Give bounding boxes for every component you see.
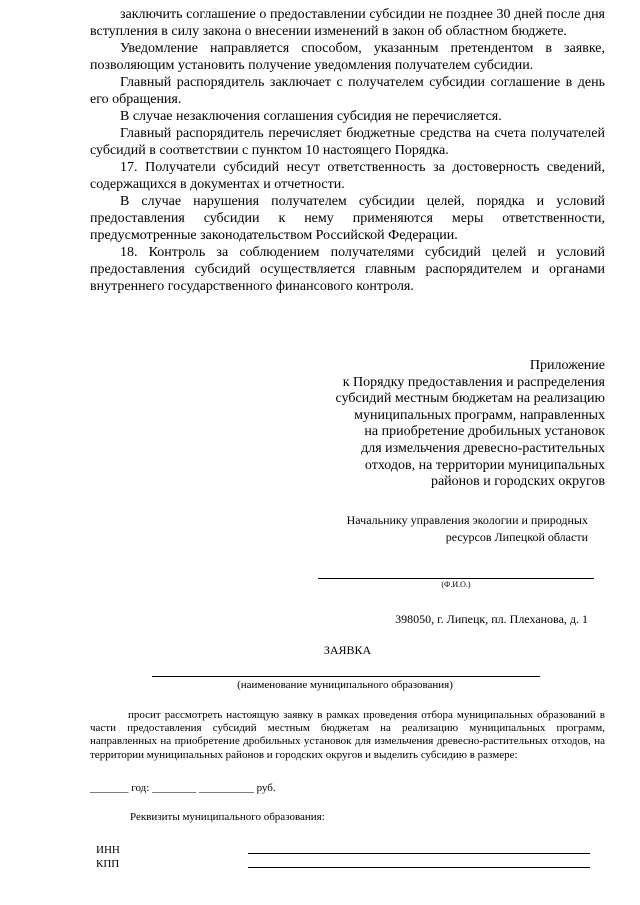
addressee-block: [300, 512, 588, 546]
paragraph: Уведомление направляется способом, указанным претендентом в заявке, позволяющим установить получение уведомления получателем субсидии.: [90, 41, 605, 73]
appendix-line: субсидий местным бюджетам на реализацию: [335, 391, 605, 407]
paragraph: Главный распорядитель перечисляет бюджетные средства на счета получателей субсидий в соответствии с пунктом 10 настоящего Порядка.: [90, 126, 605, 158]
municipality-field-line[interactable]: [152, 676, 540, 677]
paragraph: Главный распорядитель заключает с получателем субсидии соглашение в день его обращения.: [90, 75, 605, 107]
appendix-heading: [300, 358, 605, 491]
fio-caption: (Ф.И.О.): [441, 580, 471, 589]
paragraph: 18. Контроль за соблюдением получателями субсидий целей и условий предоставления субсидий осуществляется главным распорядителем и органами внутреннего государственного финансового контроля.: [90, 245, 605, 294]
appendix-line: Приложение: [529, 358, 605, 373]
appendix-line: к Порядку предоставления и распределения: [342, 374, 605, 390]
inn-label: ИНН: [96, 844, 120, 856]
postal-address: 398050, г. Липецк, пл. Плеханова, д. 1: [395, 612, 588, 626]
requisites-label: Реквизиты муниципального образования:: [130, 811, 325, 823]
addressee-line: ресурсов Липецкой области: [445, 530, 588, 544]
paragraph: заключить соглашение о предоставлении субсидии не позднее 30 дней после дня вступления в силу закона о внесении изменений в закон об областном бюджете.: [90, 7, 605, 39]
kpp-field-line[interactable]: [248, 867, 590, 868]
paragraph: В случае незаключения соглашения субсидия не перечисляется.: [120, 109, 502, 124]
inn-field-line[interactable]: [248, 853, 590, 854]
request-paragraph: просит рассмотреть настоящую заявку в рамках проведения отбора муниципальных образований в части предоставления субсидий местным бюджетам на реализацию муниципальных программ, направленных на приобретение дробильных установок для измельчения древесно-растительных отходов, на территории муниципальных районов и городских округов и выделить субсидию в размере:: [90, 709, 605, 761]
request-text-block: [90, 709, 605, 762]
appendix-line: для измельчения древесно-растительных: [361, 440, 605, 456]
procedure-body-text: [90, 6, 605, 295]
fio-field-line[interactable]: [318, 578, 594, 579]
amount-field[interactable]: _______ год: ________ __________ руб.: [90, 782, 276, 794]
appendix-line: на приобретение дробильных установок: [364, 424, 605, 440]
municipality-caption: (наименование муниципального образования): [237, 679, 453, 691]
appendix-line: районов и городских округов: [430, 474, 605, 490]
paragraph: В случае нарушения получателем субсидии целей, порядка и условий предоставления субсидии к нему применяются меры ответственности, предусмотренные законодательством Российской Федерации.: [90, 194, 605, 243]
appendix-line: муниципальных программ, направленных: [354, 407, 605, 423]
kpp-label: КПП: [96, 858, 120, 870]
paragraph: 17. Получатели субсидий несут ответственность за достоверность сведений, содержащихся в документах и отчетности.: [90, 160, 605, 192]
appendix-line: отходов, на территории муниципальных: [364, 457, 605, 473]
form-title: ЗАЯВКА: [323, 643, 372, 657]
addressee-line: Начальнику управления экологии и природных: [346, 513, 588, 527]
